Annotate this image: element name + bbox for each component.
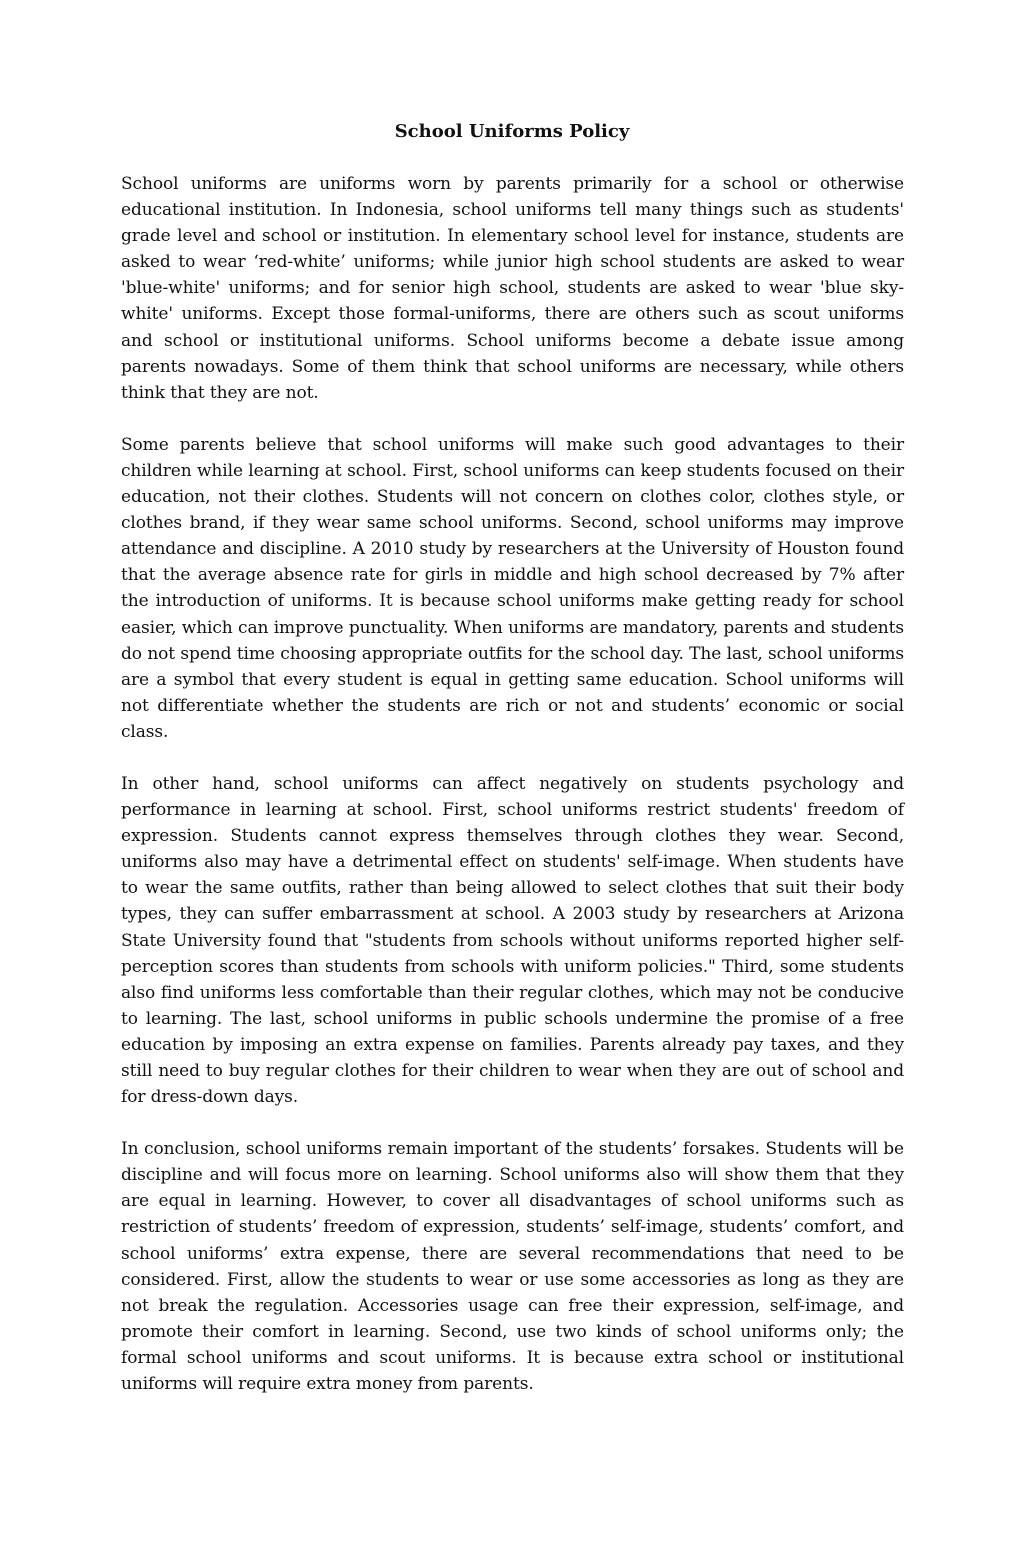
paragraph-disadvantages: In other hand, school uniforms can affect negatively on students psychology and performance in learning at school. First, school uniforms restrict students' freedom of expression. Students cannot express themselves through clothes they wear. Second, uniforms also may have a detrimental effect on students' self-image. When students have to wear the same outfits, rather than being allowed to select clothes that suit their body types, they can suffer embarrassment at school. A 2003 study by researchers at Arizona State University found that "students from schools without uniforms reported higher self-perception scores than students from schools with uniform policies." Third, some students also find uniforms less comfortable than their regular clothes, which may not be conducive to learning. The last, school uniforms in public schools undermine the promise of a free education by imposing an extra expense on families. Parents already pay taxes, and they still need to buy regular clothes for their children to wear when they are out of school and for dress-down days.: [121, 773, 904, 1108]
paragraph-introduction: School uniforms are uniforms worn by parents primarily for a school or otherwise educational institution. In Indonesia, school uniforms tell many things such as students' grade level and school or institution. In elementary school level for instance, students are asked to wear ‘red-white’ uniforms; while junior high school students are asked to wear 'blue-white' uniforms; and for senior high school, students are asked to wear 'blue sky-white' uniforms. Except those formal-uniforms, there are others such as scout uniforms and school or institutional uniforms. School uniforms become a debate issue among parents nowadays. Some of them think that school uniforms are necessary, while others think that they are not.: [121, 174, 904, 403]
paragraph-advantages: Some parents believe that school uniforms will make such good advantages to their children while learning at school. First, school uniforms can keep students focused on their education, not their clothes. Students will not concern on clothes color, clothes style, or clothes brand, if they wear same school uniforms. Second, school uniforms may improve attendance and discipline. A 2010 study by researchers at the University of Houston found that the average absence rate for girls in middle and high school decreased by 7% after the introduction of uniforms. It is because school uniforms make getting ready for school easier, which can improve punctuality. When uniforms are mandatory, parents and students do not spend time choosing appropriate outfits for the school day. The last, school uniforms are a symbol that every student is equal in getting same education. School uniforms will not differentiate whether the students are rich or not and students’ economic or social class.: [121, 434, 904, 742]
paragraph-conclusion: In conclusion, school uniforms remain important of the students’ forsakes. Students will be discipline and will focus more on learning. School uniforms also will show them that they are equal in learning. However, to cover all disadvantages of school uniforms such as restriction of students’ freedom of expression, students’ self-image, students’ comfort, and school uniforms’ extra expense, there are several recommendations that need to be considered. First, allow the students to wear or use some accessories as long as they are not break the regulation. Accessories usage can free their expression, self-image, and promote their comfort in learning. Second, use two kinds of school uniforms only; the formal school uniforms and scout uniforms. It is because extra school or institutional uniforms will require extra money from parents.: [121, 1139, 904, 1395]
document-body: [121, 171, 904, 1423]
document-title: School Uniforms Policy: [394, 121, 630, 142]
